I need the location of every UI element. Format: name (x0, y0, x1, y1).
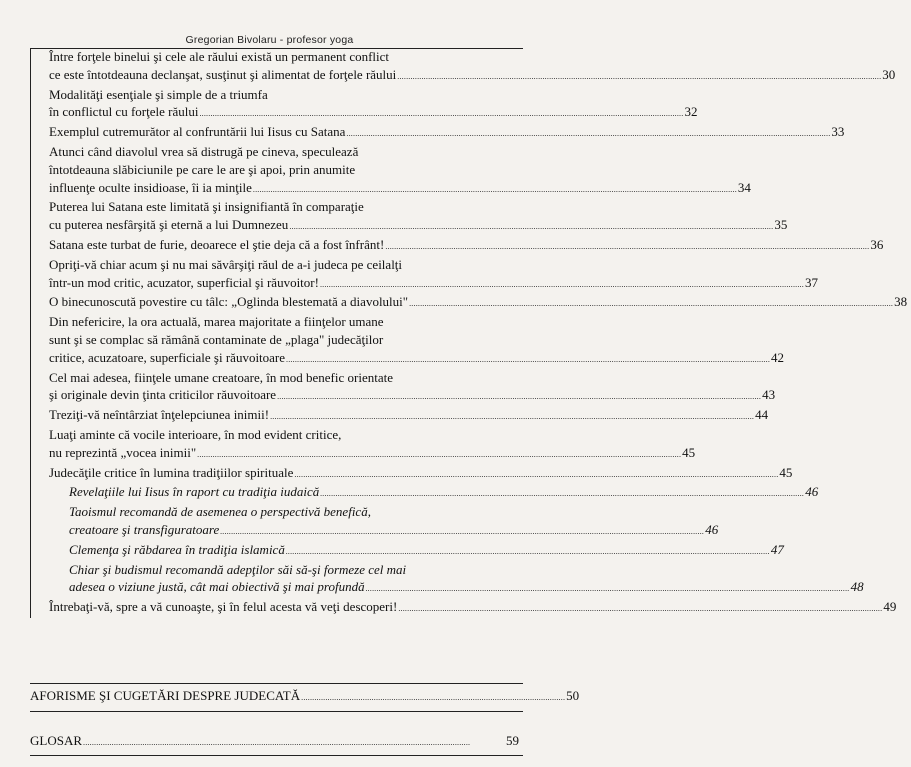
entry-text: ce este întotdeauna declanşat, susţinut şi alimentat de forţele răului (49, 66, 397, 82)
entry-text: Treziţi-vă neîntârziat înţelepciunea inimii! (49, 407, 270, 423)
page-number: 33 (831, 124, 845, 140)
entry-text: critice, acuzatoare, superficiale şi răuvoitoare (49, 349, 286, 365)
leader-dots: ............................................................................................................................................................................................................................ (398, 604, 883, 614)
toc-entry[interactable] (49, 369, 776, 407)
toc-entry[interactable] (49, 561, 864, 599)
leader-dots: ............................................................................................................................................................................................................................ (199, 109, 684, 119)
toc-entry[interactable] (49, 143, 751, 198)
entry-text: cu puterea nesfârşită şi eternă a lui Dumnezeu (49, 217, 289, 233)
toc-entry[interactable] (49, 541, 784, 561)
entry-text: Atunci când diavolul vrea să distrugă pe cineva, speculează (49, 143, 359, 159)
leader-dots: ............................................................................................................................................................................................................................ (320, 489, 805, 499)
leader-dots: ............................................................................................................................................................................................................................ (270, 412, 755, 422)
leader-dots: ............................................................................................................................................................................................................................ (346, 129, 831, 139)
page-number: 46 (705, 521, 719, 537)
toc-entry[interactable] (49, 198, 788, 236)
entry-text: Modalităţi esenţiale şi simple de a triumfa (49, 86, 268, 102)
entry-text: nu reprezintă „vocea inimii" (49, 444, 197, 460)
leader-dots: ............................................................................................................................................................................................................................ (252, 184, 737, 194)
page-number: 30 (882, 66, 896, 82)
entry-text: în conflictul cu forţele răului (49, 104, 199, 120)
toc-entry[interactable] (49, 256, 818, 294)
toc-entry[interactable] (49, 598, 897, 618)
entry-text: Luaţi aminte că vocile interioare, în mod evident critice, (49, 426, 342, 442)
entry-text: sunt şi se complac să rămână contaminate de „plaga" judecăţilor (49, 331, 384, 347)
leader-dots: ............................................................................................................................................................................................................................ (397, 71, 882, 81)
leader-dots: ............................................................................................................................................................................................................................ (385, 241, 870, 251)
page-number: 44 (755, 407, 769, 423)
entry-text: Întrebaţi-vă, spre a vă cunoaşte, şi în felul acesta vă veţi descoperi! (49, 599, 398, 615)
toc-entry[interactable] (49, 48, 896, 86)
page-number: 32 (684, 104, 698, 120)
leader-dots: ................................................................................................................................................................................ (83, 738, 471, 747)
entry-text: creatoare şi transfiguratoare (69, 521, 220, 537)
entry-text: Chiar şi budismul recomandă adepţilor săi să-şi formeze cel mai (69, 561, 407, 577)
page-number: 49 (883, 599, 897, 615)
toc-entry[interactable] (49, 293, 908, 313)
entry-text: Judecăţile critice în lumina tradiţiilor spirituale (49, 464, 294, 480)
toc-section-aforisme[interactable] (30, 687, 580, 706)
section-title: AFORISME ŞI CUGETĂRI DESPRE JUDECATĂ (30, 688, 301, 703)
entry-text: Exemplul cutremurător al confruntării lui Iisus cu Satana (49, 124, 346, 140)
page-number: 35 (774, 217, 788, 233)
leader-dots: ............................................................................................................................................................................................................................ (277, 392, 762, 402)
section-title: GLOSAR (30, 733, 83, 748)
page-number: 46 (805, 484, 819, 500)
page-number: 50 (566, 688, 580, 703)
toc-entry[interactable] (49, 426, 696, 464)
toc-entry[interactable] (49, 236, 884, 256)
entry-text: Cel mai adesea, fiinţele umane creatoare, în mod benefic orientate (49, 369, 393, 385)
entry-text: Clemenţa şi răbdarea în tradiţia islamică (69, 541, 285, 557)
toc-entry[interactable] (49, 483, 819, 503)
toc-list (30, 48, 908, 618)
page-number: 37 (804, 274, 818, 290)
page-number: 45 (779, 464, 793, 480)
page-number: 59 (506, 733, 519, 748)
entry-text: Din nefericire, la ora actuală, marea majoritate a fiinţelor umane (49, 314, 384, 330)
page-number: 45 (682, 444, 696, 460)
section-rule-3 (30, 755, 523, 756)
toc-entry[interactable] (49, 86, 698, 124)
toc-entry[interactable] (49, 123, 845, 143)
leader-dots: ............................................................................................................................................................................................................................ (197, 449, 682, 459)
entry-text: Între forţele binelui şi cele ale răului există un permanent conflict (49, 49, 390, 64)
leader-dots: ............................................................................................................................................................................................................................ (220, 526, 705, 536)
toc-entry[interactable] (49, 313, 785, 368)
section-rule-1 (30, 683, 523, 684)
entry-text: Satana este turbat de furie, deoarece el ştie deja că a fost înfrânt! (49, 236, 385, 252)
entry-text: Revelaţiile lui Iisus în raport cu tradiţia iudaică (69, 484, 320, 500)
leader-dots: ............................................................................................................................................................................................................................ (409, 299, 894, 309)
toc-entry[interactable] (49, 503, 719, 541)
leader-dots: ............................................................................................................................................................................................................................ (319, 279, 804, 289)
leader-dots: ............................................................................................................................................................................................................................ (285, 546, 770, 556)
page-number: 48 (850, 579, 864, 595)
toc-entry[interactable] (49, 464, 793, 484)
leader-dots: ............................................................................................................................................................................................................................ (286, 354, 771, 364)
leader-dots: ............................................................................................................................................................................................................................ (289, 222, 774, 232)
entry-text: O binecunoscută povestire cu tâlc: „Oglinda blestemată a diavolului" (49, 294, 409, 310)
entry-text: Opriţi-vă chiar acum şi nu mai săvârşiţi răul de a-i judeca pe ceilalţi (49, 256, 403, 272)
entry-text: întotdeauna slăbiciunile pe care le are şi apoi, prin anumite (49, 161, 356, 177)
toc-entry[interactable] (49, 406, 769, 426)
toc-section-glosar[interactable] (30, 732, 523, 751)
page-number: 47 (770, 541, 784, 557)
entry-text: influenţe oculte insidioase, îi ia minţile (49, 179, 252, 195)
leader-dots: ........................................................................................................................ (301, 693, 566, 702)
leader-dots: ............................................................................................................................................................................................................................ (294, 469, 779, 479)
entry-text: adesea o viziune justă, cât mai obiectivă şi mai profundă (69, 579, 365, 595)
section-rule-2 (30, 711, 523, 712)
page-number: 43 (762, 387, 776, 403)
entry-text: într-un mod critic, acuzator, superficial şi răuvoitor! (49, 274, 319, 290)
running-header: Gregorian Bivolaru - profesor yoga (185, 34, 354, 46)
entry-text: Taoismul recomandă de asemenea o perspectivă benefică, (69, 504, 371, 520)
page-number: 42 (771, 349, 785, 365)
entry-text: Puterea lui Satana este limitată şi insignifiantă în comparaţie (49, 199, 364, 215)
page-number: 34 (737, 179, 751, 195)
page-number: 36 (870, 236, 884, 252)
page-number: 38 (894, 294, 908, 310)
entry-text: şi originale devin ţinta criticilor răuvoitoare (49, 387, 277, 403)
leader-dots: ............................................................................................................................................................................................................................ (365, 584, 850, 594)
